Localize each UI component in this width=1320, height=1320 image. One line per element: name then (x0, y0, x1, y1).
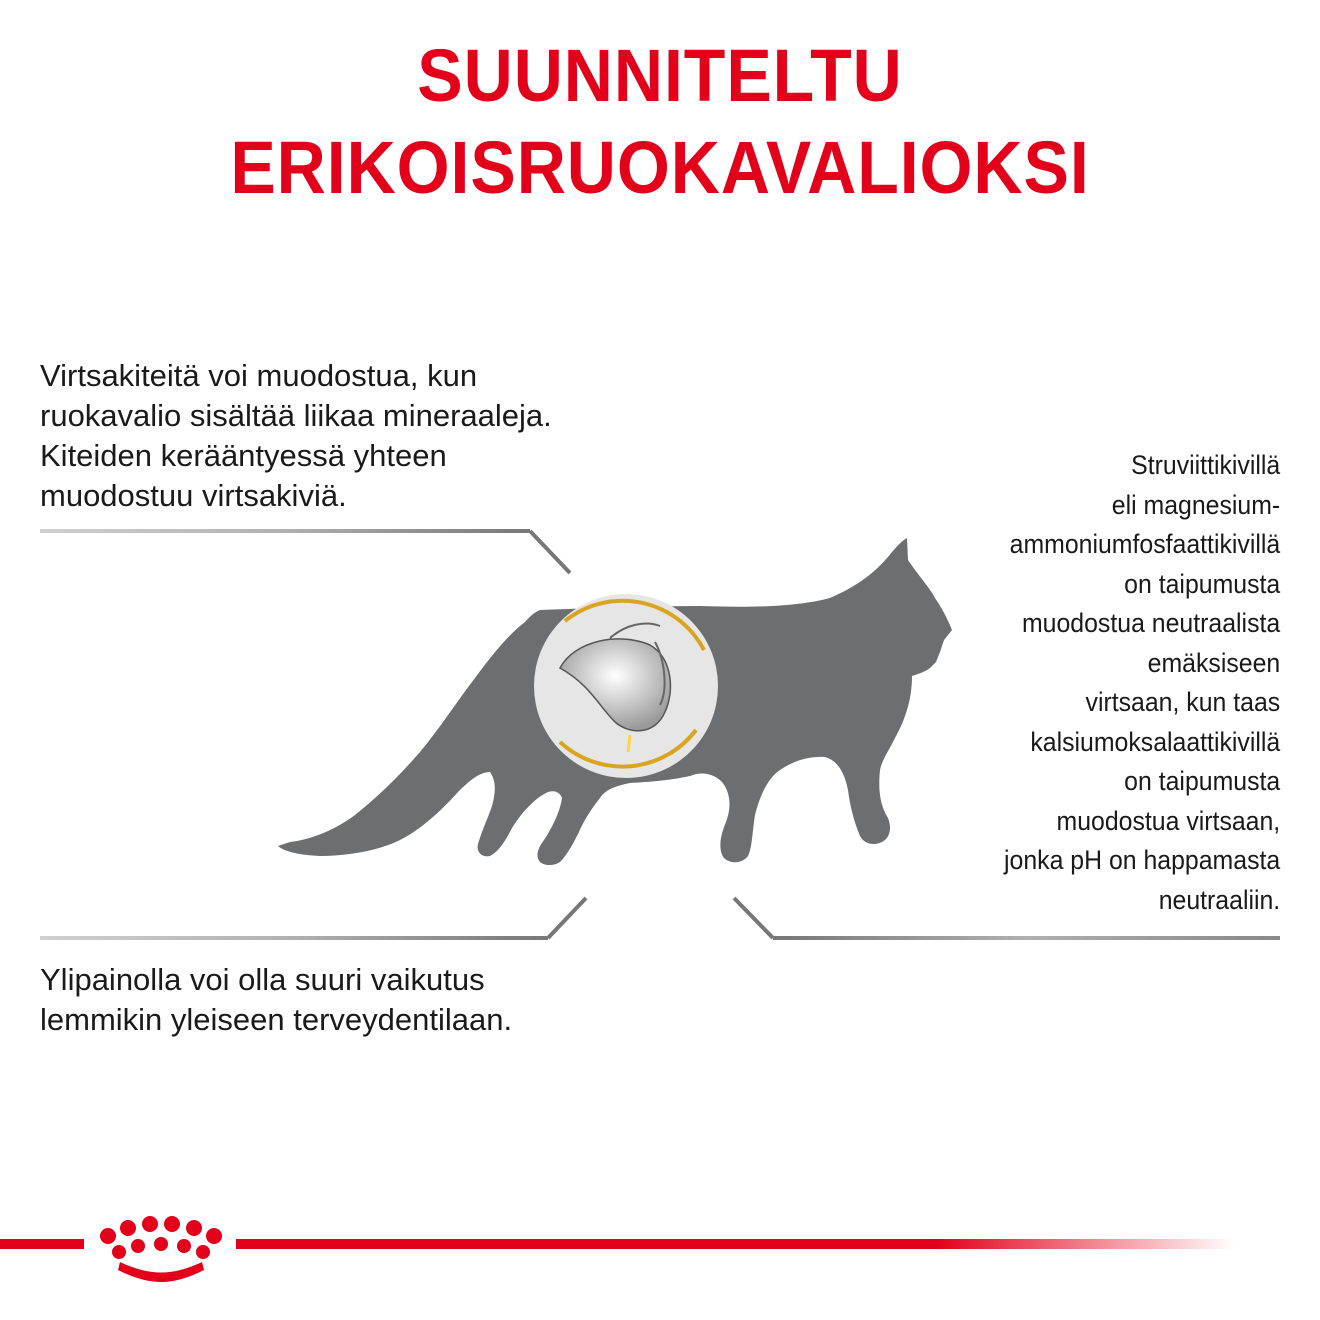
callout-line: on taipumusta (1123, 568, 1280, 599)
callout-line: muodostua virtsaan, (1056, 805, 1280, 836)
callout-line: kalsiumoksalaattikivillä (1030, 726, 1280, 757)
callout-line: Kiteiden kerääntyessä yhteen (40, 438, 447, 473)
callout-line: Virtsakiteitä voi muodostua, kun (40, 358, 478, 393)
connector-bottom-left (40, 898, 586, 940)
callout-line: ammoniumfosfaattikivillä (1009, 529, 1280, 559)
callout-line: Struviittikivillä (1130, 450, 1280, 480)
callout-top-left (40, 356, 552, 516)
connector-top-left (40, 529, 570, 573)
bladder-highlight (534, 594, 718, 778)
callout-line: muodostua neutraalista (1021, 608, 1280, 638)
callout-right (1004, 446, 1280, 920)
callout-line: ruokavalio sisältää liikaa mineraaleja. (40, 398, 552, 433)
callout-line: eli magnesium- (1111, 489, 1280, 520)
callout-line: lemmikin yleiseen terveydentilaan. (40, 1002, 513, 1037)
brand-footer (0, 1216, 1236, 1282)
title-line-1: SUUNNITELTU (417, 34, 903, 117)
title-line-2: ERIKOISRUOKAVALIOKSI (230, 126, 1090, 209)
callout-line: emäksiseen (1147, 647, 1280, 678)
callout-line: on taipumusta (1123, 766, 1280, 796)
callout-line: muodostuu virtsakiviä. (40, 478, 347, 513)
callout-line: Ylipainolla voi olla suuri vaikutus (40, 962, 485, 997)
callout-bottom-left (40, 960, 512, 1040)
callout-line: neutraaliin. (1158, 884, 1280, 915)
callout-line: jonka pH on happamasta (1003, 845, 1280, 875)
callout-line: virtsaan, kun taas (1085, 687, 1280, 717)
royal-canin-crown-logo (100, 1216, 222, 1282)
